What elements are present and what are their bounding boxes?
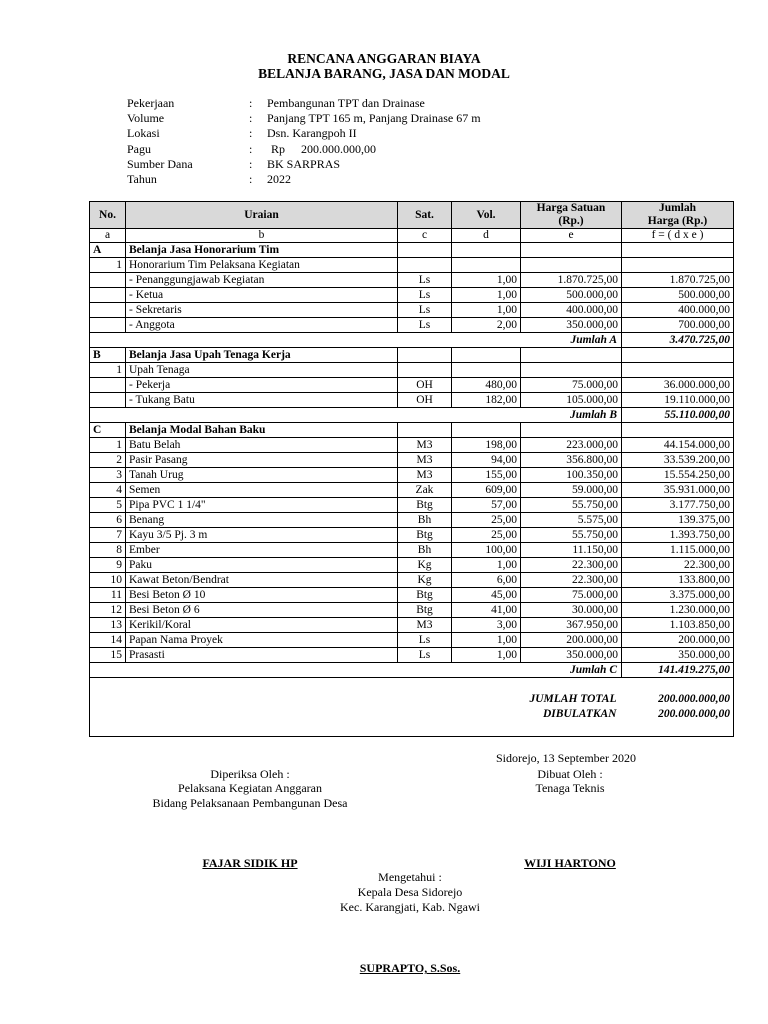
- subtotal-row: [90, 663, 734, 678]
- row-unit-price: 350.000,00: [521, 648, 622, 663]
- row-number: 13: [90, 618, 126, 633]
- info-value: Panjang TPT 165 m, Panjang Drainase 67 m: [267, 111, 481, 126]
- row-volume: 57,00: [452, 498, 521, 513]
- group-number: 1: [90, 363, 126, 378]
- row-unit: Bh: [398, 513, 452, 528]
- row-description: Besi Beton Ø 10: [126, 588, 398, 603]
- table-row: [90, 543, 734, 558]
- row-number: 2: [90, 453, 126, 468]
- project-info: [127, 96, 481, 187]
- subheader-cell: c: [398, 229, 452, 243]
- row-description: Papan Nama Proyek: [126, 633, 398, 648]
- table-cell: [622, 363, 734, 378]
- table-row: [90, 573, 734, 588]
- info-row-volume: [127, 111, 481, 126]
- row-amount: 35.931.000,00: [622, 483, 734, 498]
- table-row: [90, 618, 734, 633]
- signer-middle-name: SUPRAPTO, S.Sos.: [359, 961, 461, 975]
- subheader-cell: b: [126, 229, 398, 243]
- table-row: [90, 603, 734, 618]
- table-cell: [622, 243, 734, 258]
- row-number: 15: [90, 648, 126, 663]
- row-unit-price: 500.000,00: [521, 288, 622, 303]
- section-header-row: [90, 348, 734, 363]
- table-row: [90, 528, 734, 543]
- row-number: 14: [90, 633, 126, 648]
- document-subtitle: BELANJA BARANG, JASA DAN MODAL: [258, 66, 510, 81]
- table-cell: [622, 258, 734, 273]
- table-cell: [398, 258, 452, 273]
- row-amount: 350.000,00: [622, 648, 734, 663]
- table-cell: [452, 423, 521, 438]
- row-amount: 44.154.000,00: [622, 438, 734, 453]
- row-unit-price: 223.000,00: [521, 438, 622, 453]
- info-value: 2022: [267, 171, 291, 186]
- row-amount: 700.000,00: [622, 318, 734, 333]
- info-label: Tahun: [127, 171, 157, 186]
- row-unit: Kg: [398, 558, 452, 573]
- row-number: 6: [90, 513, 126, 528]
- row-description: Benang: [126, 513, 398, 528]
- table-cell: [90, 288, 126, 303]
- row-amount: 1.870.725,00: [622, 273, 734, 288]
- row-unit: Ls: [398, 273, 452, 288]
- made-by-role: Tenaga Teknis: [535, 781, 605, 795]
- document-title: RENCANA ANGGARAN BIAYA: [287, 51, 481, 66]
- row-description: Ember: [126, 543, 398, 558]
- row-unit-price: 11.150,00: [521, 543, 622, 558]
- row-amount: 139.375,00: [622, 513, 734, 528]
- table-cell: [521, 258, 622, 273]
- row-volume: 25,00: [452, 513, 521, 528]
- section-title: Belanja Modal Bahan Baku: [126, 423, 398, 438]
- row-unit: M3: [398, 453, 452, 468]
- header-harga-line2: (Rp.): [558, 215, 584, 227]
- subtotal-label: Jumlah B: [90, 408, 622, 423]
- row-unit-price: 30.000,00: [521, 603, 622, 618]
- row-amount: 1.393.750,00: [622, 528, 734, 543]
- row-volume: 100,00: [452, 543, 521, 558]
- row-amount: 22.300,00: [622, 558, 734, 573]
- subtotal-label: Jumlah C: [90, 663, 622, 678]
- group-number: 1: [90, 258, 126, 273]
- row-amount: 3.177.750,00: [622, 498, 734, 513]
- group-title: Honorarium Tim Pelaksana Kegiatan: [126, 258, 398, 273]
- info-value: [267, 142, 481, 157]
- header-vol: Vol.: [452, 202, 521, 229]
- row-unit-price: 356.800,00: [521, 453, 622, 468]
- row-unit-price: 5.575,00: [521, 513, 622, 528]
- table-row: [90, 558, 734, 573]
- row-amount: 133.800,00: [622, 573, 734, 588]
- row-number: 9: [90, 558, 126, 573]
- info-colon: :: [249, 156, 253, 171]
- table-body: [90, 243, 734, 737]
- row-unit: Ls: [398, 648, 452, 663]
- row-volume: 182,00: [452, 393, 521, 408]
- pagu-amount: 200.000.000,00: [301, 141, 376, 156]
- grand-total-row: [90, 678, 734, 737]
- section-title: Belanja Jasa Honorarium Tim: [126, 243, 398, 258]
- row-number: 11: [90, 588, 126, 603]
- table-cell: [398, 243, 452, 258]
- row-volume: 155,00: [452, 468, 521, 483]
- subheader-cell: f = ( d x e ): [622, 229, 734, 243]
- table-cell: [452, 258, 521, 273]
- row-unit: Btg: [398, 603, 452, 618]
- table-row: [90, 318, 734, 333]
- table-row: [90, 303, 734, 318]
- table-header-row: [90, 202, 734, 229]
- row-volume: 198,00: [452, 438, 521, 453]
- table-cell: [398, 423, 452, 438]
- info-label: Lokasi: [127, 126, 160, 141]
- row-description: Batu Belah: [126, 438, 398, 453]
- subtotal-label: Jumlah A: [90, 333, 622, 348]
- table-cell: [521, 243, 622, 258]
- table-cell: [622, 348, 734, 363]
- acknowledged-location: Kec. Karangjati, Kab. Ngawi: [340, 900, 480, 914]
- info-label: Pagu: [127, 141, 151, 156]
- row-volume: 1,00: [452, 633, 521, 648]
- row-unit-price: 367.950,00: [521, 618, 622, 633]
- checked-by-role: Pelaksana Kegiatan Anggaran: [178, 781, 322, 795]
- row-amount: 36.000.000,00: [622, 378, 734, 393]
- row-unit: Ls: [398, 633, 452, 648]
- section-header-row: [90, 243, 734, 258]
- info-row-tahun: [127, 172, 481, 187]
- info-row-pekerjaan: [127, 96, 481, 111]
- row-number: 4: [90, 483, 126, 498]
- row-description: Prasasti: [126, 648, 398, 663]
- row-volume: 1,00: [452, 558, 521, 573]
- budget-table: [89, 201, 734, 737]
- row-amount: 3.375.000,00: [622, 588, 734, 603]
- table-row: [90, 648, 734, 663]
- pagu-currency: Rp: [271, 141, 286, 156]
- info-colon: :: [249, 96, 253, 110]
- row-description: - Anggota: [126, 318, 398, 333]
- row-unit-price: 350.000,00: [521, 318, 622, 333]
- acknowledged-label: Mengetahui :: [378, 870, 442, 884]
- grand-total-value: 200.000.000,00: [658, 693, 730, 705]
- row-description: - Pekerja: [126, 378, 398, 393]
- rounded-total-label: DIBULATKAN: [543, 708, 617, 720]
- section-code: A: [90, 243, 126, 258]
- table-row: [90, 468, 734, 483]
- row-unit-price: 55.750,00: [521, 498, 622, 513]
- header-jumlah-line1: Jumlah: [658, 202, 697, 214]
- checked-by-label: Diperiksa Oleh :: [210, 767, 290, 781]
- section-code: B: [90, 348, 126, 363]
- header-uraian: Uraian: [126, 202, 398, 229]
- row-unit: Zak: [398, 483, 452, 498]
- row-description: Semen: [126, 483, 398, 498]
- row-description: - Sekretaris: [126, 303, 398, 318]
- row-unit-price: 1.870.725,00: [521, 273, 622, 288]
- row-unit: Ls: [398, 288, 452, 303]
- subheader-cell: a: [90, 229, 126, 243]
- row-unit-price: 100.350,00: [521, 468, 622, 483]
- signer-right-name: WIJI HARTONO: [524, 856, 616, 870]
- row-unit: Ls: [398, 318, 452, 333]
- header-no: No.: [90, 202, 126, 229]
- table-cell: [452, 348, 521, 363]
- row-unit: M3: [398, 438, 452, 453]
- row-number: 5: [90, 498, 126, 513]
- table-cell: [452, 363, 521, 378]
- row-number: 3: [90, 468, 126, 483]
- row-description: - Tukang Batu: [126, 393, 398, 408]
- row-unit-price: 400.000,00: [521, 303, 622, 318]
- row-amount: 500.000,00: [622, 288, 734, 303]
- info-value: Dsn. Karangpoh II: [267, 126, 357, 141]
- row-unit: M3: [398, 468, 452, 483]
- info-colon: :: [249, 126, 253, 141]
- subtotal-value: 141.419.275,00: [622, 663, 734, 678]
- table-cell: [622, 423, 734, 438]
- row-volume: 45,00: [452, 588, 521, 603]
- row-number: 7: [90, 528, 126, 543]
- row-amount: 33.539.200,00: [622, 453, 734, 468]
- grand-total-label-cell: [90, 678, 622, 737]
- table-row: [90, 438, 734, 453]
- row-unit: Btg: [398, 528, 452, 543]
- place-date: Sidorejo, 13 September 2020: [496, 751, 636, 765]
- table-subheader-row: [90, 229, 734, 243]
- checked-by-division: Bidang Pelaksanaan Pembangunan Desa: [152, 796, 348, 810]
- table-row: [90, 378, 734, 393]
- row-volume: 94,00: [452, 453, 521, 468]
- row-volume: 1,00: [452, 273, 521, 288]
- table-cell: [90, 273, 126, 288]
- row-volume: 480,00: [452, 378, 521, 393]
- row-volume: 2,00: [452, 318, 521, 333]
- subtotal-value: 55.110.000,00: [622, 408, 734, 423]
- row-volume: 1,00: [452, 288, 521, 303]
- row-unit-price: 75.000,00: [521, 378, 622, 393]
- row-volume: 41,00: [452, 603, 521, 618]
- row-amount: 1.115.000,00: [622, 543, 734, 558]
- table-row: [90, 453, 734, 468]
- row-description: Pipa PVC 1 1/4": [126, 498, 398, 513]
- info-label: Volume: [127, 111, 165, 126]
- header-jumlah-line2: Harga (Rp.): [647, 215, 708, 227]
- table-cell: [398, 348, 452, 363]
- row-volume: 1,00: [452, 648, 521, 663]
- row-amount: 400.000,00: [622, 303, 734, 318]
- info-label: Pekerjaan: [127, 96, 175, 110]
- info-value: Pembangunan TPT dan Drainase: [267, 96, 425, 110]
- row-unit-price: 22.300,00: [521, 558, 622, 573]
- row-description: Kayu 3/5 Pj. 3 m: [126, 528, 398, 543]
- row-unit-price: 22.300,00: [521, 573, 622, 588]
- row-amount: 1.103.850,00: [622, 618, 734, 633]
- row-description: - Penanggungjawab Kegiatan: [126, 273, 398, 288]
- subheader-cell: e: [521, 229, 622, 243]
- row-unit-price: 75.000,00: [521, 588, 622, 603]
- info-value: BK SARPRAS: [267, 156, 341, 171]
- table-cell: [90, 303, 126, 318]
- row-number: 8: [90, 543, 126, 558]
- row-unit: Btg: [398, 498, 452, 513]
- header-harga-line1: Harga Satuan: [536, 202, 606, 214]
- row-unit-price: 59.000,00: [521, 483, 622, 498]
- table-cell: [90, 393, 126, 408]
- table-row: [90, 483, 734, 498]
- group-row: [90, 258, 734, 273]
- header-harga-satuan: [521, 202, 622, 229]
- info-colon: :: [249, 171, 253, 186]
- table-row: [90, 633, 734, 648]
- row-unit: Btg: [398, 588, 452, 603]
- row-volume: 6,00: [452, 573, 521, 588]
- table-row: [90, 393, 734, 408]
- row-number: 10: [90, 573, 126, 588]
- section-title: Belanja Jasa Upah Tenaga Kerja: [126, 348, 398, 363]
- table-row: [90, 588, 734, 603]
- row-unit-price: 55.750,00: [521, 528, 622, 543]
- row-number: 1: [90, 438, 126, 453]
- grand-total-label: JUMLAH TOTAL: [529, 693, 617, 705]
- rounded-total-value: 200.000.000,00: [658, 708, 730, 720]
- made-by-label: Dibuat Oleh :: [537, 767, 603, 781]
- signer-left-name: FAJAR SIDIK HP: [202, 856, 298, 870]
- header-jumlah-harga: [622, 202, 734, 229]
- info-row-lokasi: [127, 126, 481, 141]
- row-amount: 1.230.000,00: [622, 603, 734, 618]
- row-description: Besi Beton Ø 6: [126, 603, 398, 618]
- info-row-pagu: [127, 142, 481, 157]
- grand-total-value-cell: [622, 678, 734, 737]
- info-colon: :: [249, 141, 253, 156]
- row-amount: 15.554.250,00: [622, 468, 734, 483]
- table-cell: [398, 363, 452, 378]
- subtotal-row: [90, 333, 734, 348]
- row-volume: 1,00: [452, 303, 521, 318]
- row-amount: 19.110.000,00: [622, 393, 734, 408]
- info-row-sumber-dana: [127, 157, 481, 172]
- table-row: [90, 273, 734, 288]
- table-row: [90, 513, 734, 528]
- row-description: Kawat Beton/Bendrat: [126, 573, 398, 588]
- header-sat: Sat.: [398, 202, 452, 229]
- section-header-row: [90, 423, 734, 438]
- section-code: C: [90, 423, 126, 438]
- row-description: Kerikil/Koral: [126, 618, 398, 633]
- row-amount: 200.000,00: [622, 633, 734, 648]
- row-description: Paku: [126, 558, 398, 573]
- table-cell: [90, 318, 126, 333]
- table-cell: [90, 378, 126, 393]
- row-unit: OH: [398, 378, 452, 393]
- row-description: - Ketua: [126, 288, 398, 303]
- table-row: [90, 498, 734, 513]
- row-unit: OH: [398, 393, 452, 408]
- row-unit-price: 105.000,00: [521, 393, 622, 408]
- row-volume: 25,00: [452, 528, 521, 543]
- row-number: 12: [90, 603, 126, 618]
- subheader-cell: d: [452, 229, 521, 243]
- row-description: Pasir Pasang: [126, 453, 398, 468]
- row-description: Tanah Urug: [126, 468, 398, 483]
- info-colon: :: [249, 111, 253, 126]
- group-title: Upah Tenaga: [126, 363, 398, 378]
- subtotal-value: 3.470.725,00: [622, 333, 734, 348]
- row-unit: Kg: [398, 573, 452, 588]
- row-volume: 609,00: [452, 483, 521, 498]
- table-cell: [521, 348, 622, 363]
- table-cell: [521, 423, 622, 438]
- row-volume: 3,00: [452, 618, 521, 633]
- row-unit: Ls: [398, 303, 452, 318]
- info-label: Sumber Dana: [127, 156, 193, 171]
- row-unit-price: 200.000,00: [521, 633, 622, 648]
- table-cell: [521, 363, 622, 378]
- acknowledged-role: Kepala Desa Sidorejo: [357, 885, 463, 899]
- table-row: [90, 288, 734, 303]
- row-unit: M3: [398, 618, 452, 633]
- group-row: [90, 363, 734, 378]
- row-unit: Bh: [398, 543, 452, 558]
- subtotal-row: [90, 408, 734, 423]
- table-cell: [452, 243, 521, 258]
